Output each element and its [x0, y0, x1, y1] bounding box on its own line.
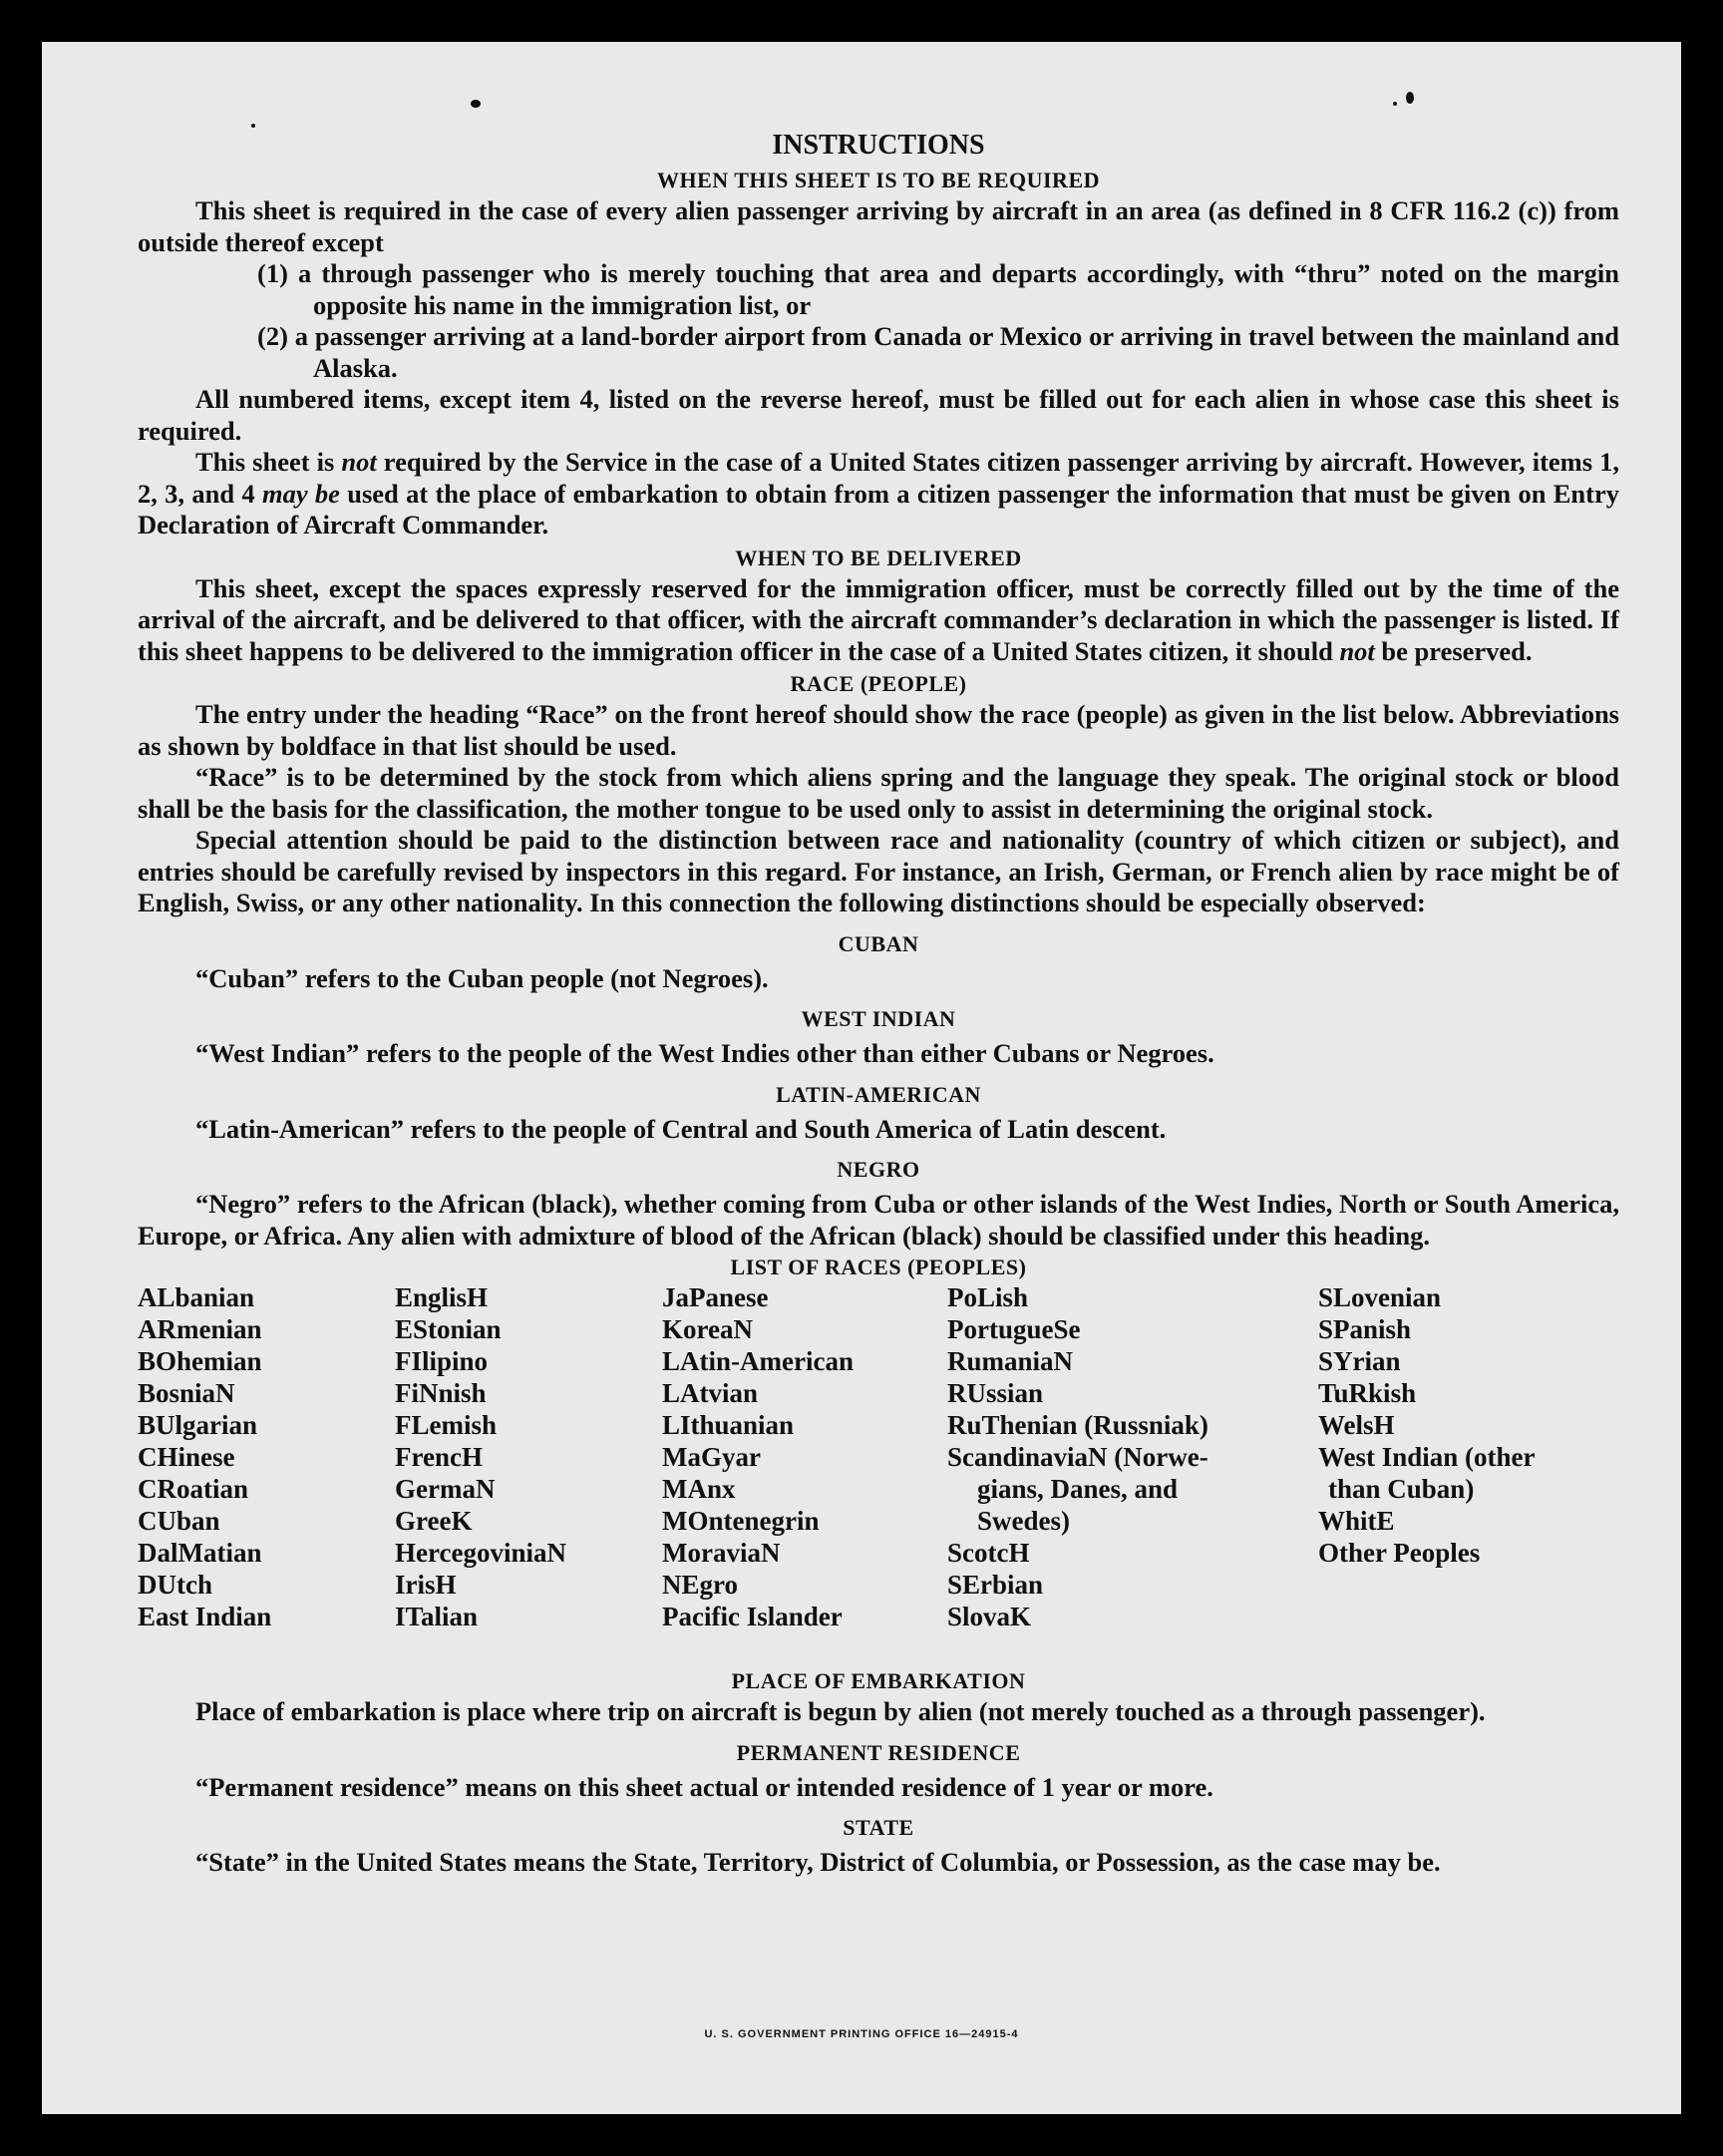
races-column-2: [395, 1281, 566, 1632]
heading-embarkation: PLACE OF EMBARKATION: [731, 1668, 1026, 1693]
race-entry: LAtvian: [662, 1378, 759, 1408]
emphasis: not: [341, 447, 377, 477]
race-entry: MoraviaN: [662, 1538, 781, 1568]
race-entry: Swedes): [977, 1506, 1070, 1536]
printer-imprint: U. S. GOVERNMENT PRINTING OFFICE 16—24915-4: [704, 2028, 1019, 2040]
race-entry: LAtin-American: [662, 1346, 854, 1376]
race-entry: MaGyar: [662, 1442, 761, 1472]
paragraph: “State” in the United States means the State, Territory, District of Columbia, or Possession, as the case may be.: [195, 1847, 1441, 1877]
race-entry: ScotcH: [947, 1538, 1030, 1568]
paragraph: This sheet is required in the case of every alien passenger arriving by aircraft in an area (as defined in 8 CFR 116.2 (c)) from outside thereof except: [138, 195, 1619, 257]
race-entry: CHinese: [138, 1442, 235, 1472]
race-entry: MAnx: [662, 1474, 736, 1504]
paragraph: [138, 573, 1619, 668]
race-entry: Pacific Islander: [662, 1602, 843, 1631]
text-run: required by the Service in the case of a United States citizen passenger arriving by aircraft. However, items 1, 2, 3, and 4: [138, 447, 1619, 509]
race-entry: FLemish: [395, 1410, 498, 1440]
page-title: INSTRUCTIONS: [772, 130, 985, 161]
paragraph: [138, 447, 1619, 541]
races-column-5: [1318, 1281, 1536, 1569]
race-entry: Other Peoples: [1318, 1538, 1481, 1568]
race-entry: IrisH: [395, 1570, 457, 1600]
paragraph: The entry under the heading “Race” on the front hereof should show the race (people) as given in the list below. Abbreviations as shown by boldface in that list should be used.: [138, 699, 1619, 761]
races-column-4: [947, 1281, 1208, 1632]
race-entry: RuThenian (Russniak): [947, 1410, 1208, 1440]
race-entry: EStonian: [395, 1314, 502, 1344]
race-entry: MOntenegrin: [662, 1506, 820, 1536]
paragraph: “Race” is to be determined by the stock from which aliens spring and the language they speak. The original stock or blood shall be the basis for the classification, the mother tongue to be used only to assist in determining the original stock.: [138, 762, 1619, 824]
race-entry: PortugueSe: [947, 1314, 1081, 1344]
text-run: be preserved.: [1374, 635, 1533, 666]
heading-cuban: CUBAN: [838, 930, 919, 956]
race-entry: DalMatian: [138, 1538, 262, 1568]
ink-speck: [471, 100, 481, 108]
race-entry: KoreaN: [662, 1314, 753, 1344]
race-entry: ScandinaviaN (Norwe-: [947, 1442, 1208, 1472]
paragraph: “Cuban” refers to the Cuban people (not Negroes).: [195, 962, 769, 993]
race-entry: ITalian: [395, 1602, 479, 1631]
race-entry: SYrian: [1318, 1346, 1401, 1376]
paragraph: “Negro” refers to the African (black), whether coming from Cuba or other islands of the West Indies, North or South America, Europe, or Africa. Any alien with admixture of blood of the African (black) should be classified under this heading.: [138, 1189, 1619, 1251]
race-entry: BUlgarian: [138, 1410, 258, 1440]
race-entry: HercegoviniaN: [395, 1538, 566, 1568]
race-entry: SErbian: [947, 1570, 1044, 1600]
races-column-3: [662, 1281, 854, 1632]
heading-when-required: WHEN THIS SHEET IS TO BE REQUIRED: [656, 168, 1101, 192]
race-entry: RumaniaN: [947, 1346, 1074, 1376]
race-entry: West Indian (other: [1318, 1442, 1536, 1472]
race-entry: BOhemian: [138, 1346, 262, 1376]
race-entry: DUtch: [138, 1570, 212, 1600]
races-column-1: [138, 1281, 271, 1632]
text-run: used at the place of embarkation to obtain from a citizen passenger the information that must be given on Entry Declaration of Aircraft Commander.: [138, 478, 1619, 539]
race-entry: GreeK: [395, 1506, 473, 1536]
race-entry: SPanish: [1318, 1314, 1412, 1344]
race-entry: than Cuban): [1328, 1474, 1475, 1504]
race-entry: FIlipino: [395, 1346, 489, 1376]
ink-speck: [1393, 102, 1397, 106]
race-entry: WhitE: [1318, 1506, 1395, 1536]
race-entry: FiNnish: [395, 1378, 487, 1408]
text-run: This sheet, except the spaces expressly reserved for the immigration officer, must be correctly filled out by the time of the arrival of the aircraft, and be delivered to that officer, with the aircraft commander’s declaration in which the passenger is listed. If this sheet happens to be delivered to the immigration officer in the case of a United States citizen, it should: [138, 572, 1619, 666]
heading-residence: PERMANENT RESIDENCE: [736, 1739, 1021, 1765]
race-entry: WelsH: [1318, 1410, 1395, 1440]
paragraph: Place of embarkation is place where trip on aircraft is begun by alien (not merely touched as a through passenger).: [195, 1696, 1486, 1726]
heading-when-delivered: WHEN TO BE DELIVERED: [735, 544, 1022, 570]
race-entry: NEgro: [662, 1570, 739, 1600]
list-item: (2) a passenger arriving at a land-border airport from Canada or Mexico or arriving in travel between the mainland and Alaska.: [257, 321, 1619, 383]
document-body: [138, 128, 1619, 1879]
paragraph: All numbered items, except item 4, listed on the reverse hereof, must be filled out for each alien in whose case this sheet is required.: [138, 384, 1619, 446]
race-entry: LIthuanian: [662, 1410, 795, 1440]
race-entry: BosniaN: [138, 1378, 235, 1408]
paragraph: “Permanent residence” means on this sheet actual or intended residence of 1 year or more.: [195, 1771, 1213, 1802]
race-entry: gians, Danes, and: [977, 1474, 1179, 1504]
heading-latin-american: LATIN-AMERICAN: [776, 1081, 981, 1107]
races-list: [138, 1281, 1619, 1664]
race-entry: EnglisH: [395, 1282, 489, 1312]
race-entry: JaPanese: [662, 1282, 769, 1312]
document-page: [42, 42, 1681, 2114]
race-entry: East Indian: [138, 1602, 272, 1631]
list-item: (1) a through passenger who is merely touching that area and departs accordingly, with “thru” noted on the margin opposite his name in the immigration list, or: [257, 258, 1619, 320]
race-entry: TuRkish: [1318, 1378, 1417, 1408]
race-entry: CRoatian: [138, 1474, 249, 1504]
race-entry: SLovenian: [1318, 1282, 1442, 1312]
race-entry: PoLish: [947, 1282, 1029, 1312]
heading-west-indian: WEST INDIAN: [801, 1006, 956, 1031]
heading-negro: NEGRO: [837, 1157, 920, 1182]
heading-race: RACE (PEOPLE): [790, 671, 967, 696]
race-entry: GermaN: [395, 1474, 496, 1504]
emphasis: not: [1339, 635, 1375, 666]
race-entry: FrencH: [395, 1442, 483, 1472]
paragraph: “Latin-American” refers to the people of Central and South America of Latin descent.: [195, 1113, 1167, 1144]
ink-speck: [1406, 92, 1414, 104]
emphasis: may be: [261, 478, 340, 509]
race-entry: SlovaK: [947, 1602, 1032, 1631]
race-entry: RUssian: [947, 1378, 1044, 1408]
race-entry: CUban: [138, 1506, 220, 1536]
heading-list-of-races: LIST OF RACES (PEOPLES): [730, 1255, 1027, 1279]
race-entry: ALbanian: [138, 1282, 255, 1312]
paragraph: Special attention should be paid to the distinction between race and nationality (country of which citizen or subject), and entries should be carefully revised by inspectors in this regard. For instance, an Irish, German, or French alien by race might be of English, Swiss, or any other nationality. In this connection the following distinctions should be especially observed:: [138, 825, 1619, 917]
race-entry: ARmenian: [138, 1314, 262, 1344]
text-run: This sheet is: [195, 447, 342, 477]
heading-state: STATE: [843, 1815, 914, 1840]
paragraph: “West Indian” refers to the people of the West Indies other than either Cubans or Negroes.: [195, 1038, 1214, 1068]
